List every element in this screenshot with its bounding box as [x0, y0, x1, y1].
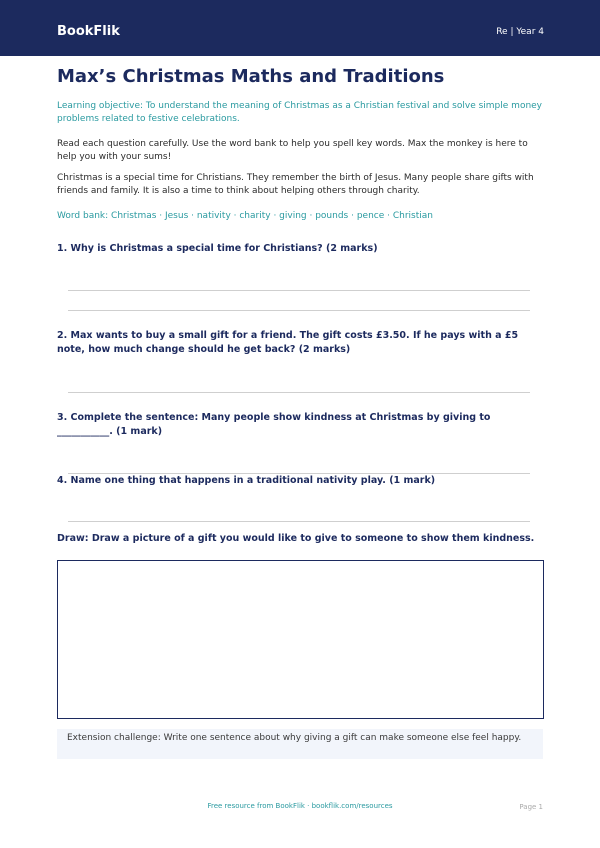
subject-year-label: Re | Year 4	[496, 27, 544, 37]
page-number: Page 1	[519, 803, 543, 811]
question-1: 1. Why is Christmas a special time for Christians? (2 marks)	[57, 243, 378, 254]
question-4: 4. Name one thing that happens in a traditional nativity play. (1 mark)	[57, 475, 436, 486]
extension-challenge-box	[57, 729, 543, 759]
answer-line[interactable]	[68, 310, 530, 311]
extension-challenge-text: Extension challenge: Write one sentence about why giving a gift can make someone else feel happy.	[67, 733, 522, 743]
header-bar	[0, 0, 600, 56]
instructions-text: Read each question carefully. Use the word bank to help you spell key words. Max the monkey is here to help you with your sums!	[57, 139, 528, 162]
answer-line[interactable]	[68, 290, 530, 291]
word-bank: Word bank: Christmas · Jesus · nativity · charity · giving · pounds · pence · Christian	[57, 211, 433, 221]
question-3: 3. Complete the sentence: Many people show kindness at Christmas by giving to ___________. (1 mark)	[57, 412, 491, 437]
context-text: Christmas is a special time for Christians. They remember the birth of Jesus. Many people share gifts with friends and family. It is also a time to think about helping others through charity.	[57, 173, 534, 196]
drawing-box[interactable]	[57, 560, 544, 719]
answer-line[interactable]	[68, 521, 530, 522]
question-2: 2. Max wants to buy a small gift for a friend. The gift costs £3.50. If he pays with a £5 note, how much change should he get back? (2 marks)	[57, 330, 519, 355]
brand-logo[interactable]: BookFlik	[57, 24, 120, 39]
learning-objective: Learning objective: To understand the meaning of Christmas as a Christian festival and solve simple money problems related to festive celebrations.	[57, 101, 543, 124]
answer-line[interactable]	[68, 392, 530, 393]
footer-link[interactable]: Free resource from BookFlik · bookflik.com/resources	[207, 802, 393, 810]
worksheet-title: Max’s Christmas Maths and Traditions	[57, 66, 445, 87]
draw-prompt: Draw: Draw a picture of a gift you would like to give to someone to show them kindness.	[57, 533, 535, 544]
